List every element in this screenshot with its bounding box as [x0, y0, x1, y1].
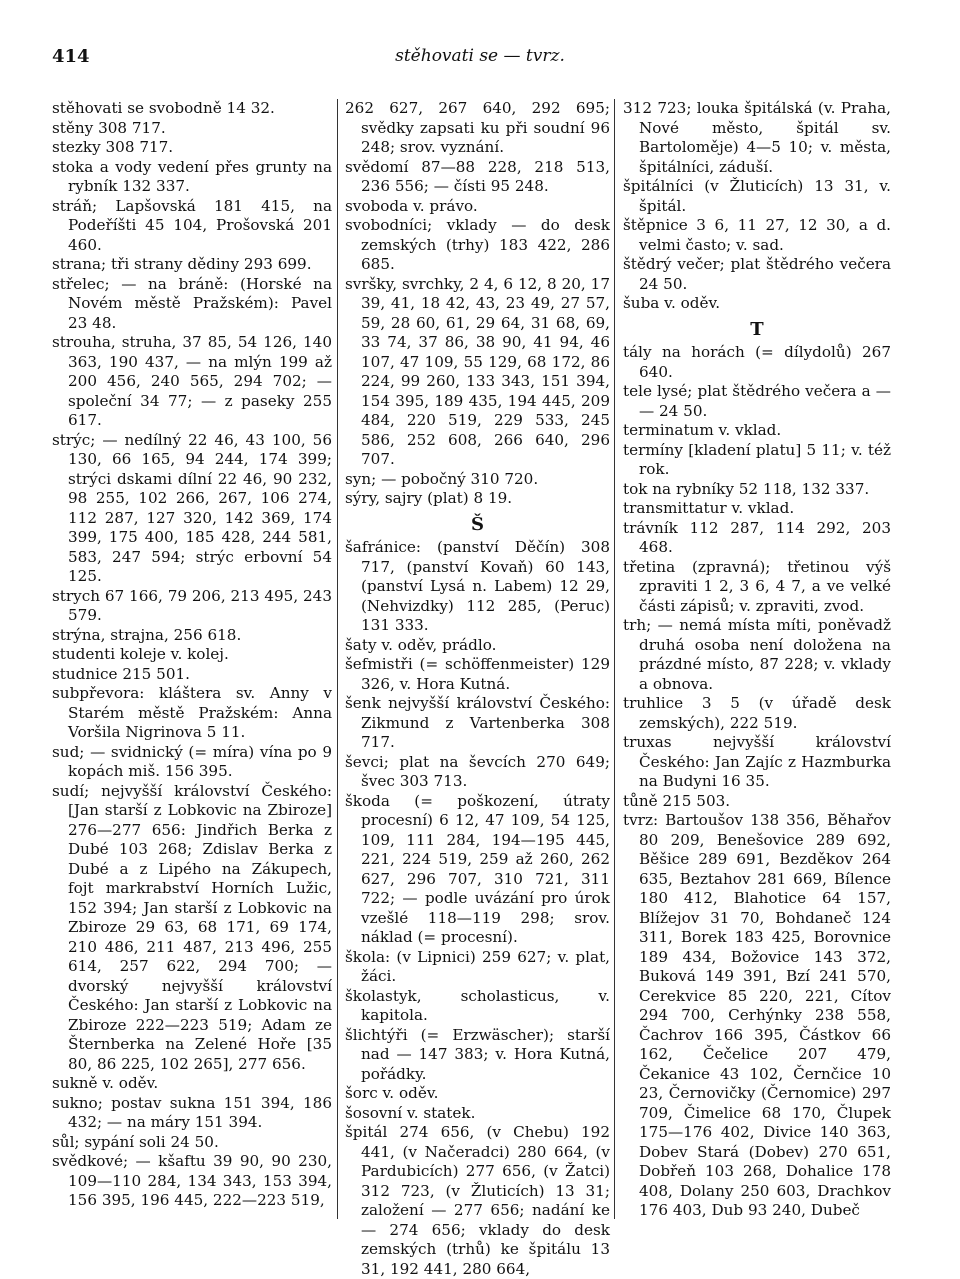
index-entry: svoboda v. právo.	[345, 196, 478, 215]
index-entry: stoka a vody vedení přes grunty na rybník 132 337.	[52, 157, 332, 195]
index-entry: sud; — svidnický (= míra) vína po 9 kopách miš. 156 395.	[52, 742, 332, 780]
index-column-2	[345, 99, 610, 1279]
index-entry: 262 627, 267 640, 292 695; svědky zapsati ku při soudní 96 248; srov. vyznání.	[345, 99, 610, 156]
section-letter: T	[750, 318, 764, 340]
index-entry: školastyk, scholasticus, v. kapitola.	[345, 986, 610, 1024]
index-entry: strýna, strajna, 256 618.	[52, 625, 242, 644]
section-letter: Š	[471, 513, 484, 535]
index-entry: 312 723; louka špitálská (v. Praha, Nové město, špitál sv. Bartoloměje) 4—5 10; v. města, špitálníci, záduší.	[623, 99, 891, 176]
index-entry: ševci; plat na ševcích 270 649; švec 303 713.	[345, 752, 610, 790]
index-column-3	[623, 99, 891, 1221]
index-entry: svobodníci; vklady — do desk zemských (trhy) 183 422, 286 685.	[345, 216, 610, 273]
index-entry: štědrý večer; plat štědrého večera 24 50.	[623, 255, 891, 293]
index-entry: škoda (= poškození, útraty procesní) 6 12, 47 109, 54 125, 109, 111 284, 194—195 445, 221, 224 519, 259 až 260, 262 627, 296 707, 310 721, 311 722; — podle uvázání pro úrok vzešlé 118—119 298; srov. náklad (= procesní).	[345, 791, 610, 946]
index-entry: střelec; — na bráně: (Horské na Novém městě Pražském): Pavel 23 48.	[52, 274, 332, 332]
index-entry: šuba v. oděv.	[623, 294, 721, 312]
index-entry: škola: (v Lipnici) 259 627; v. plat, žáci.	[345, 947, 610, 985]
index-entry: svědomí 87—88 228, 218 513, 236 556; — čísti 95 248.	[345, 157, 610, 195]
index-entry: šosovní v. statek.	[345, 1103, 476, 1122]
index-entry: studnice 215 501.	[52, 664, 190, 683]
index-entry: transmittatur v. vklad.	[623, 499, 795, 517]
page-header	[52, 46, 908, 74]
index-entry: studenti koleje v. kolej.	[52, 645, 229, 663]
index-entry: stěhovati se svobodně 14 32.	[52, 99, 275, 117]
index-entry: sůl; sypání soli 24 50.	[52, 1132, 219, 1151]
index-entry: truhlice 3 5 (v úřadě desk zemských), 222 519.	[623, 694, 891, 732]
index-entry: šaty v. oděv, prádlo.	[345, 635, 497, 654]
index-entry: stráň; Lapšovská 181 415, na Podeříšti 45 104, Prošovská 201 460.	[52, 196, 332, 254]
index-entry: strana; tři strany dědiny 293 699.	[52, 255, 312, 273]
index-entry: termíny [kladení platu] 5 11; v. též rok.	[623, 440, 891, 478]
index-entry: sukno; postav sukna 151 394, 186 432; — na máry 151 394.	[52, 1093, 332, 1131]
index-entry: svědkové; — kšaftu 39 90, 90 230, 109—110 284, 134 343, 153 394, 156 395, 196 445, 222—223 519,	[52, 1152, 332, 1209]
index-entry: sýry, sajry (plat) 8 19.	[345, 489, 513, 507]
index-entry: tůně 215 503.	[623, 791, 731, 810]
index-entry: šefmistři (= schöffenmeister) 129 326, v. Hora Kutná.	[345, 655, 610, 693]
index-entry: tály na horách (= dílydolů) 267 640.	[623, 343, 891, 381]
index-entry: sukně v. oděv.	[52, 1074, 159, 1092]
index-entry: trh; — nemá místa míti, poněvadž druhá osoba není doložena na prázdné místo, 87 228; v. vklady a obnova.	[623, 616, 891, 693]
index-entry: trávník 112 287, 114 292, 203 468.	[623, 518, 891, 556]
index-entry: štěpnice 3 6, 11 27, 12 30, a d. velmi často; v. sad.	[623, 216, 891, 254]
index-entry: špitálníci (v Žluticích) 13 31, v. špitál.	[623, 177, 891, 215]
index-entry: truxas nejvyšší království Českého: Jan Zajíc z Hazmburka na Budyni 16 35.	[623, 733, 891, 790]
index-entry: strýc; — nedílný 22 46, 43 100, 56 130, 66 165, 94 244, 174 399; strýci dskami dílní 22 46, 90 232, 98 255, 102 266, 267, 106 274, 112 287, 127 320, 142 369, 174 399, 175 400, 185 428, 244 581, 583, 247 594; strýc erbovní 54 125.	[52, 430, 332, 585]
index-entry: svršky, svrchky, 2 4, 6 12, 8 20, 17 39, 41, 18 42, 43, 23 49, 27 57, 59, 28 60, 61, 29 64, 31 68, 69, 33 74, 37 86, 38 90, 41 94, 46 107, 47 109, 55 129, 68 172, 86 224, 99 260, 133 343, 151 394, 154 395, 189 435, 194 445, 209 484, 220 519, 229 533, 245 586, 252 608, 266 640, 296 707.	[345, 274, 610, 468]
running-head: stěhovati se — tvrz.	[395, 46, 565, 66]
index-entry: třetina (zpravná); třetinou výš zpraviti 1 2, 3 6, 4 7, a ve velké části zápisů; v. zpraviti, zvod.	[623, 557, 891, 615]
index-entry: stezky 308 717.	[52, 138, 174, 156]
index-entry: šenk nejvyšší království Českého: Zikmund z Vartenberka 308 717.	[345, 694, 610, 751]
page-number: 414	[52, 46, 90, 67]
index-entry: tvrz: Bartoušov 138 356, Běhařov 80 209, Benešovice 289 692, Běšice 289 691, Bezděkov 264 635, Beztahov 281 669, Bílence 180 412, Blahotice 64 157, Blížejov 31 70, Bohdaneč 124 311, Borek 183 425, Borovnice 189 434, Božovice 143 372, Buková 149 391, Bzí 241 570, Cerekvice 85 220, 221, Cítov 294 700, Cerhýnky 238 558, Čachrov 166 395, Částkov 66 162, Čečelice 207 479, Čekanice 43 102, Černčice 10 23, Černovičky (Černomice) 297 709, Čimelice 68 170, Člupek 175—176 402, Divice 140 363, Dobev Stará (Dobev) 270 651, Dobřeň 103 268, Dohalice 178 408, Dolany 250 603, Drachkov 176 403, Dub 93 240, Dubeč	[623, 811, 891, 1219]
index-entry: strouha, struha, 37 85, 54 126, 140 363, 190 437, — na mlýn 199 až 200 456, 240 565, 294 702; — společní 34 77; — z paseky 255 617.	[52, 333, 332, 429]
index-column-1	[52, 99, 332, 1211]
index-entry: stěny 308 717.	[52, 118, 166, 137]
index-entry: šafránice: (panství Děčín) 308 717, (panství Kovaň) 60 143, (panství Lysá n. Labem) 12 29, (Nehvizdky) 112 285, (Peruc) 131 333.	[345, 538, 610, 634]
index-entry: šlichtýři (= Erzwäscher); starší nad — 147 383; v. Hora Kutná, pořádky.	[345, 1025, 610, 1083]
index-entry: strych 67 166, 79 206, 213 495, 243 579.	[52, 586, 332, 624]
index-entry: sudí; nejvyšší království Českého: [Jan starší z Lobkovic na Zbiroze] 276—277 656: Jindřich Berka z Dubé 103 268; Zdislav Berka z Dubé a z Lipého na Zákupech, fojt markrabství Horních Lužic, 152 394; Jan starší z Lobkovic na Zbiroze 29 63, 68 171, 69 174, 210 486, 211 487, 213 496, 255 614, 257 622, 294 700; — dvorský nejvyšší království Českého: Jan starší z Lobkovic na Zbiroze 222—223 519; Adam ze Šternberka na Zelené Hoře [35 80, 86 225, 102 265], 277 656.	[52, 781, 332, 1073]
index-entry: syn; — pobočný 310 720.	[345, 469, 539, 488]
index-entry: terminatum v. vklad.	[623, 421, 782, 439]
index-entry: šorc v. oděv.	[345, 1084, 439, 1102]
index-entry: tok na rybníky 52 118, 132 337.	[623, 479, 870, 498]
index-entry: subpřevora: kláštera sv. Anny v Starém městě Pražském: Anna Voršila Nigrinova 5 11.	[52, 684, 332, 741]
column-divider	[337, 99, 338, 1219]
index-entry: špitál 274 656, (v Chebu) 192 441, (v Načeradci) 280 664, (v Pardubicích) 277 656, (v Žatci) 312 723, (v Žluticích) 13 31; založení — 277 656; nadání ke — 274 656; vklady do desk zemských (trhů) ke špitálu 13 31, 192 441, 280 664,	[345, 1123, 610, 1278]
column-divider	[614, 99, 615, 1219]
index-entry: tele lysé; plat štědrého večera a — — 24 50.	[623, 382, 891, 420]
